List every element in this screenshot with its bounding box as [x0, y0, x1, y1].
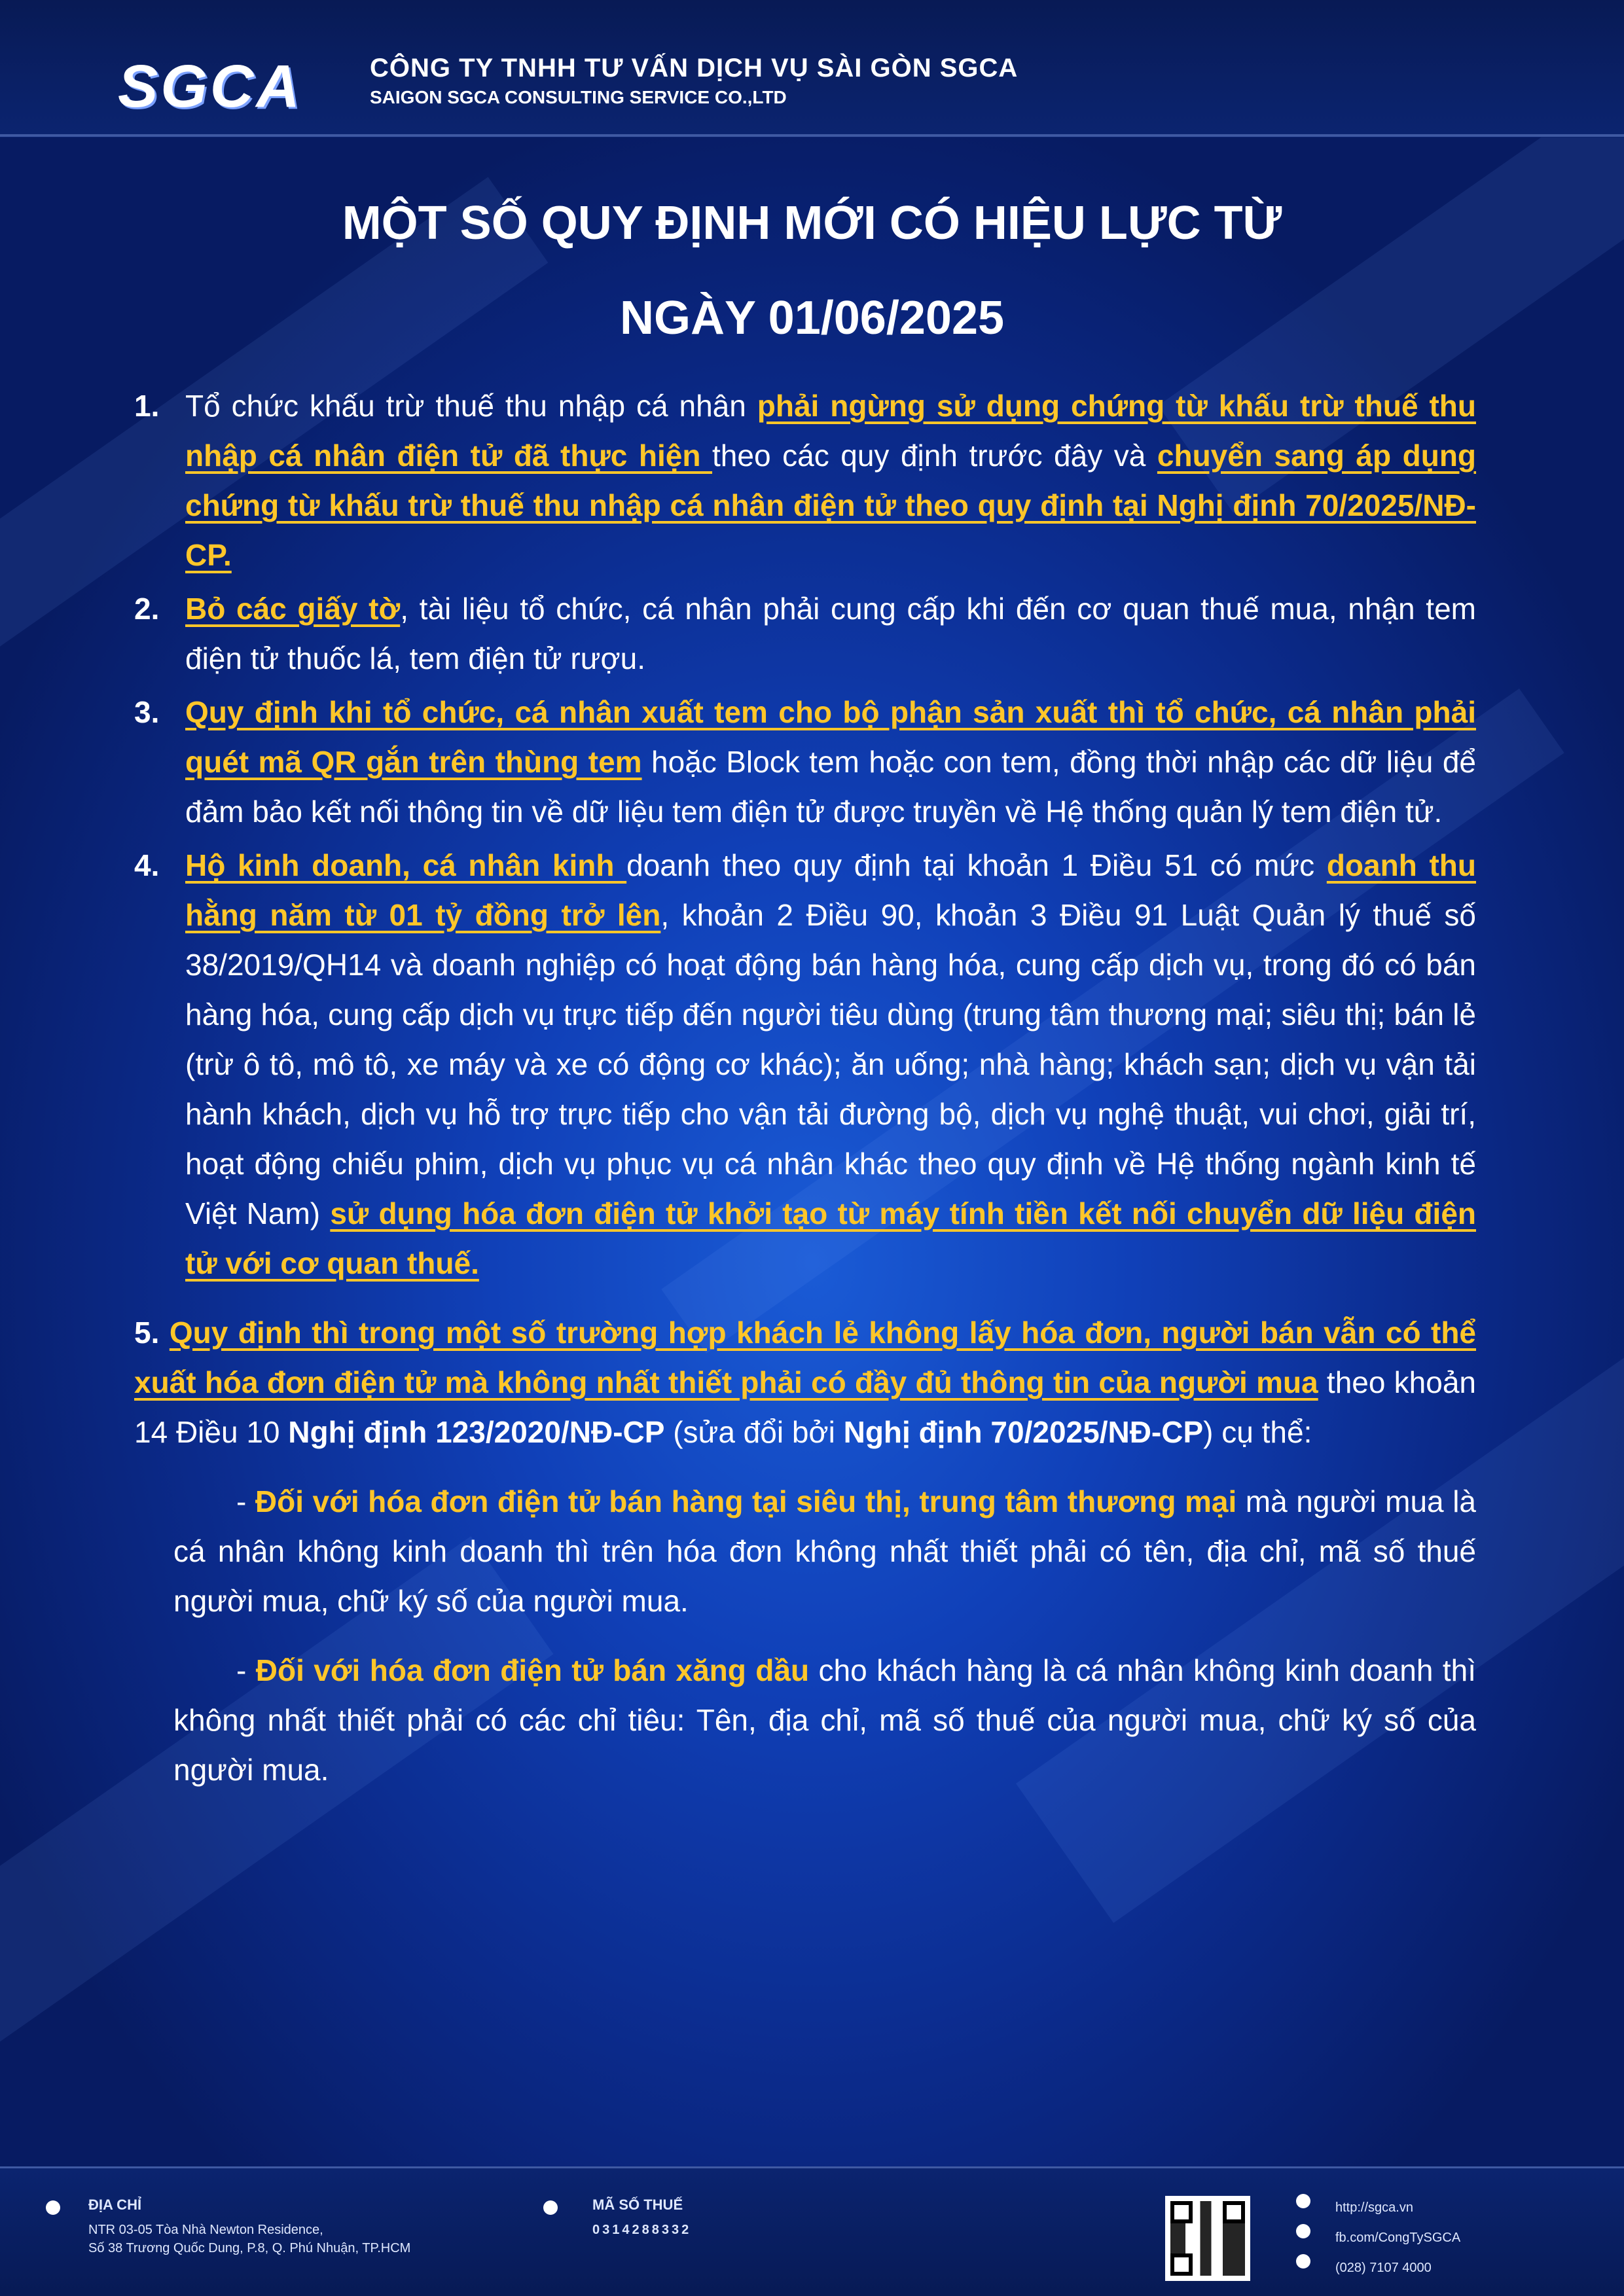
item-text: theo các quy định trước đây và — [712, 439, 1157, 473]
tax-icon — [543, 2200, 558, 2215]
item-highlight: Quy định khi tổ chức, cá nhân xuất tem cho bộ phận sản xuất thì tổ chức, cá nhân phải quét mã QR gắn trên thùng tem — [185, 695, 1476, 779]
list-item — [134, 381, 1476, 580]
item-number: 2. — [134, 592, 160, 626]
list-item — [134, 687, 1476, 836]
item-number: 1. — [134, 389, 160, 423]
sub-item-dash: - — [236, 1653, 256, 1687]
item-number: 4. — [134, 848, 160, 882]
item-highlight: doanh thu hằng năm từ 01 tỷ đồng trở lên — [185, 848, 1476, 932]
item-text: doanh theo quy định tại khoản 1 Điều 51 có mức — [626, 848, 1327, 882]
address-line2: Số 38 Trương Quốc Dung, P.8, Q. Phú Nhuận, TP.HCM — [88, 2241, 411, 2255]
company-name — [370, 54, 1018, 108]
item-highlight: phải ngừng sử dụng chứng từ khấu trừ thuế thu nhập cá nhân điện tử đã thực hiện — [185, 389, 1476, 473]
item-text: theo khoản 14 Điều 10 — [134, 1365, 1477, 1449]
page-title-line1: MỘT SỐ QUY ĐỊNH MỚI CÓ HIỆU LỰC TỪ — [342, 197, 1282, 249]
address-line1: NTR 03-05 Tòa Nhà Newton Residence, — [88, 2223, 323, 2237]
item-bold: Nghị định 123/2020/NĐ-CP — [288, 1415, 665, 1449]
item-highlight: sử dụng hóa đơn điện tử khởi tạo từ máy tính tiền kết nối chuyển dữ liệu điện tử với cơ quan thuế. — [185, 1196, 1476, 1280]
item-highlight: Bỏ các giấy tờ — [185, 592, 401, 626]
header-divider — [0, 134, 1624, 137]
item-text: , khoản 2 Điều 90, khoản 3 Điều 91 Luật Quản lý thuế số 38/2019/QH14 và doanh nghiệp có hoạt động bán hàng hóa, cung cấp dịch vụ, trong đó có bán hàng hóa, cung cấp dịch vụ trực tiếp đến người tiêu dùng (trung tâm thương mại; siêu thị; bán lẻ (trừ ô tô, mô tô, xe máy và xe có động cơ khác); ăn uống; nhà hàng; khách sạn; dịch vụ vận tải hành khách, dịch vụ hỗ trợ trực tiếp cho vận tải đường bộ, dịch vụ nghệ thuật, vui chơi, giải trí, hoạt động chiếu phim, dịch vụ phục vụ cá nhân khác theo quy định về Hệ thống ngành kinh tế Việt Nam) — [185, 898, 1476, 1230]
sub-item — [134, 1477, 1476, 1626]
address-label: ĐỊA CHỈ — [88, 2197, 142, 2213]
list-item — [134, 1308, 1476, 1457]
tax-value: 0314288332 — [592, 2223, 692, 2237]
item-text: Tổ chức khấu trừ thuế thu nhập cá nhân — [185, 389, 757, 423]
footer-tax — [592, 2196, 691, 2239]
sub-item-highlight: Đối với hóa đơn điện tử bán xăng dầu — [255, 1653, 810, 1687]
footer-divider — [0, 2166, 1624, 2168]
item-text: hoặc Block tem hoặc con tem, đồng thời nhập các dữ liệu để đảm bảo kết nối thông tin về dữ liệu tem điện tử được truyền về Hệ thống quản lý tem điện tử. — [185, 745, 1476, 829]
item-text: , tài liệu tổ chức, cá nhân phải cung cấp khi đến cơ quan thuế mua, nhận tem điện tử thuốc lá, tem điện tử rượu. — [185, 592, 1476, 675]
company-name-en: SAIGON SGCA CONSULTING SERVICE CO.,LTD — [370, 87, 787, 107]
header-bar — [0, 0, 1624, 137]
item-highlight: chuyển sang áp dụng chứng từ khấu trừ thuế thu nhập cá nhân điện tử theo quy định tại Nghị định 70/2025/NĐ-CP. — [185, 439, 1477, 572]
sub-item-highlight: Đối với hóa đơn điện tử bán hàng tại siêu thị, trung tâm thương mại — [255, 1484, 1237, 1518]
phone-icon — [1296, 2254, 1310, 2269]
sub-item-dash: - — [236, 1484, 255, 1518]
sub-item-text: cho khách hàng là cá nhân không kinh doanh thì không nhất thiết phải có các chỉ tiêu: Tên, địa chỉ, mã số thuế của người mua, chữ ký số của người mua. — [173, 1653, 1476, 1787]
home-icon — [46, 2200, 60, 2215]
qr-code — [1165, 2196, 1250, 2281]
item-number: 5. — [134, 1316, 160, 1350]
website-link[interactable]: http://sgca.vn — [1335, 2200, 1413, 2215]
company-name-vn: CÔNG TY TNHH TƯ VẤN DỊCH VỤ SÀI GÒN SGCA — [370, 54, 1019, 82]
page-title-line2: NGÀY 01/06/2025 — [619, 292, 1005, 344]
globe-icon — [1296, 2194, 1310, 2208]
footer-contacts — [1335, 2193, 1460, 2283]
item-bold: Nghị định 70/2025/NĐ-CP — [843, 1415, 1204, 1449]
sub-item — [134, 1645, 1476, 1795]
main-content — [134, 381, 1476, 1795]
list-item — [134, 584, 1476, 683]
sgca-logo: SGCA — [118, 53, 302, 120]
facebook-icon — [1296, 2224, 1310, 2238]
phone-number: (028) 7107 4000 — [1335, 2261, 1432, 2275]
item-text: ) cụ thể: — [1203, 1415, 1312, 1449]
list-item — [134, 840, 1476, 1288]
footer-address — [88, 2196, 410, 2257]
item-highlight: Quy định thì trong một số trường hợp khách lẻ không lấy hóa đơn, người bán vẫn có thể xuất hóa đơn điện tử mà không nhất thiết phải có đầy đủ thông tin của người mua — [134, 1316, 1477, 1399]
item-text: (sửa đổi bởi — [664, 1415, 844, 1449]
regulation-list — [134, 381, 1476, 1457]
facebook-link[interactable]: fb.com/CongTySGCA — [1335, 2231, 1461, 2245]
item-highlight: Hộ kinh doanh, cá nhân kinh — [185, 848, 627, 882]
tax-label: MÃ SỐ THUẾ — [592, 2197, 683, 2213]
item-number: 3. — [134, 695, 160, 729]
sub-item-text: mà người mua là cá nhân không kinh doanh thì trên hóa đơn không nhất thiết phải có tên, địa chỉ, mã số thuế người mua, chữ ký số của người mua. — [173, 1484, 1476, 1618]
